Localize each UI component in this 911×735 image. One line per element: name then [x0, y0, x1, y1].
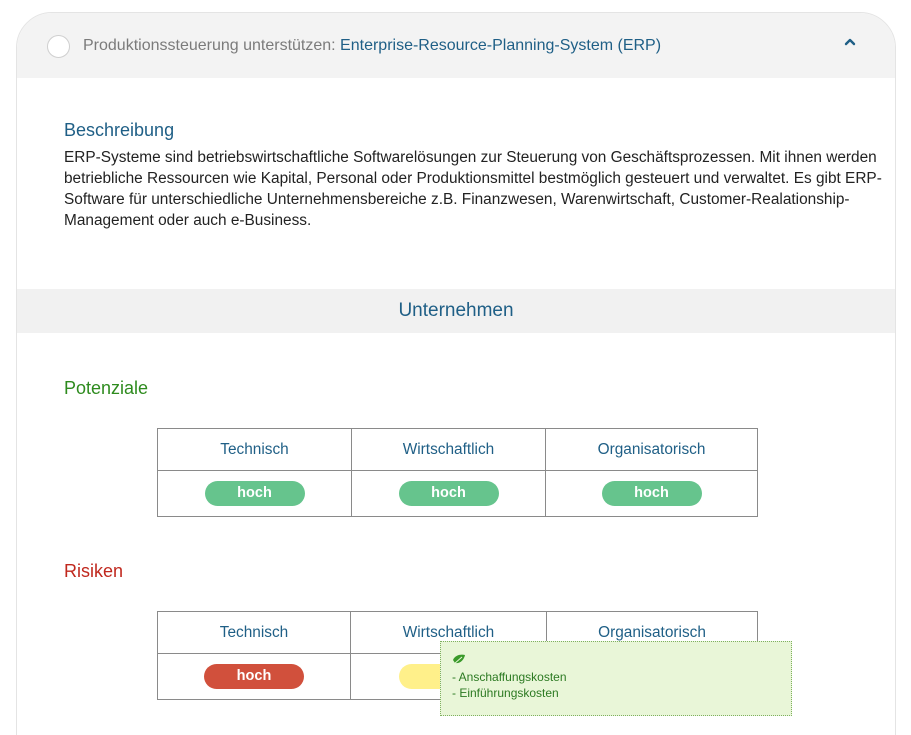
- risks-cell-technical: [158, 654, 351, 700]
- accordion-header[interactable]: [17, 13, 895, 78]
- rating-badge[interactable]: hoch: [205, 481, 305, 506]
- risks-col-technical: Technisch: [158, 612, 351, 654]
- header-text: [83, 35, 661, 57]
- risks-label: Risiken: [64, 561, 124, 581]
- tooltip-line: - Anschaffungskosten: [452, 670, 567, 684]
- risks-col-organizational: Organisatorisch: [547, 612, 758, 654]
- description-label: Beschreibung: [64, 120, 175, 140]
- potentials-cell-economic: [352, 471, 546, 517]
- section-band: Unternehmen: [17, 289, 895, 333]
- tooltip-line: - Einführungskosten: [452, 686, 559, 700]
- potentials-label: Potenziale: [64, 378, 149, 398]
- rating-badge[interactable]: hoch: [602, 481, 702, 506]
- rating-badge[interactable]: hoch: [399, 481, 499, 506]
- header-title: Enterprise-Resource-Planning-System (ERP): [340, 37, 662, 54]
- rating-badge[interactable]: hoch: [204, 664, 304, 689]
- header-prefix: Produktionssteuerung unterstützen:: [83, 37, 341, 54]
- potentials-cell-technical: [158, 471, 352, 517]
- potentials-cell-organizational: [546, 471, 758, 517]
- potentials-col-economic: Wirtschaftlich: [352, 429, 546, 471]
- measure-card: [16, 12, 896, 735]
- potentials-col-organizational: Organisatorisch: [546, 429, 758, 471]
- potentials-col-technical: Technisch: [158, 429, 352, 471]
- tooltip: [440, 641, 792, 716]
- risks-col-economic: Wirtschaftlich: [351, 612, 547, 654]
- chevron-up-icon[interactable]: [843, 35, 857, 49]
- potentials-table: [157, 428, 758, 517]
- description-text: ERP-Systeme sind betriebswirtschaftliche Softwarelösungen zur Steuerung von Geschäftsprozessen. Mit ihnen werden betriebliche Ressourcen wie Kapital, Personal oder Produktionsmittel bestmöglich gesteuert und verwaltet. Es gibt ERP-Software für unterschiedliche Unternehmensbereiche z.B. Finanzwesen, Warenwirtschaft, Customer-Realationship-Management oder auch e-Business.: [64, 149, 882, 229]
- select-radio[interactable]: [47, 35, 70, 58]
- leaf-icon: [452, 654, 466, 666]
